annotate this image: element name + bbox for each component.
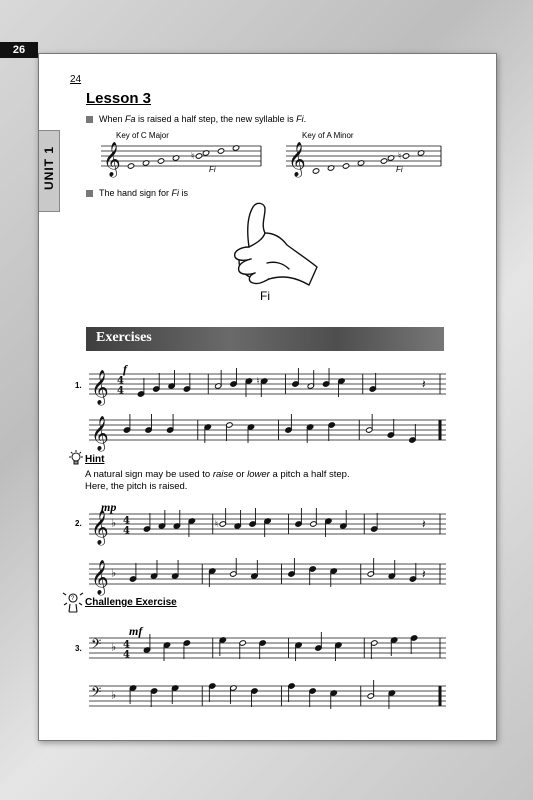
- note-head: [127, 163, 134, 169]
- exercise-3-number: 3.: [75, 644, 82, 653]
- time-signature-top: 4: [123, 639, 130, 651]
- exercise-2-staff-1: [89, 508, 446, 545]
- key-c-major-staff: [101, 140, 266, 177]
- unit-tab-label: UNIT 1: [42, 146, 56, 191]
- exercise-3-dynamic: mf: [129, 624, 143, 638]
- exercises-banner: [86, 327, 444, 351]
- treble-clef-icon: 𝄞: [91, 370, 109, 405]
- treble-clef-icon: 𝄞: [103, 142, 121, 177]
- note-head: [195, 153, 202, 159]
- treble-clef-icon: 𝄞: [91, 510, 109, 545]
- bass-clef-icon: 𝄢: [91, 684, 102, 703]
- natural-sign-icon: ♮: [191, 151, 195, 162]
- quarter-rest-icon: 𝄽: [422, 517, 426, 531]
- exercise-1-number: 1.: [75, 381, 82, 390]
- bass-clef-icon: 𝄢: [91, 636, 102, 655]
- note-head: [217, 148, 224, 154]
- challenge-title: Challenge Exercise: [85, 597, 177, 608]
- fi-note-label-minor: Fi: [396, 165, 403, 174]
- svg-text:?: ?: [71, 596, 75, 602]
- music-book-page: [38, 53, 497, 741]
- treble-clef-icon: 𝄞: [288, 142, 306, 177]
- time-signature-bottom: 4: [117, 385, 124, 397]
- page-number: 24: [70, 74, 82, 85]
- note-head: [157, 158, 164, 164]
- flat-icon: ♭: [111, 516, 117, 530]
- time-signature-top: 4: [117, 375, 124, 387]
- intro-bullet: When Fa is raised a half step, the new syllable is Fi.: [86, 114, 306, 124]
- exercise-2-number: 2.: [75, 519, 82, 528]
- hand-sign-caption: Fi: [260, 289, 270, 303]
- thumbs-up-hand-icon: [221, 199, 321, 289]
- exercise-1-dynamic: f: [123, 362, 127, 376]
- exercise-1-staff-1: [89, 368, 446, 405]
- key-a-minor-staff: [286, 140, 446, 177]
- hint-text: A natural sign may be used to raise or lower a pitch a half step. Here, the pitch is raised.: [85, 469, 350, 492]
- time-signature-top: 4: [123, 515, 130, 527]
- outer-page-number: 26: [0, 42, 38, 58]
- lightbulb-icon: [67, 449, 85, 467]
- challenge-figure-icon: [61, 592, 85, 614]
- quarter-rest-icon: 𝄽: [422, 567, 426, 581]
- time-signature-bottom: 4: [123, 525, 130, 537]
- exercise-1-staff-2: [89, 414, 446, 451]
- bullet-square-icon: [86, 116, 93, 123]
- exercise-3-staff-2: [89, 680, 446, 712]
- bullet-square-icon: [86, 190, 93, 197]
- treble-clef-icon: 𝄞: [91, 416, 109, 451]
- exercises-title: Exercises: [96, 330, 152, 345]
- flat-icon: ♭: [111, 566, 117, 580]
- note-head: [342, 163, 349, 169]
- exercise-3-staff-1: [89, 632, 446, 664]
- flat-icon: ♭: [111, 640, 117, 654]
- quarter-rest-icon: 𝄽: [422, 377, 426, 391]
- exercise-2-staff-2: [89, 558, 446, 595]
- key-c-major-label: Key of C Major: [116, 131, 169, 140]
- exercise-2-dynamic: mp: [101, 500, 117, 514]
- natural-sign-icon: ♮: [256, 376, 260, 387]
- key-a-minor-label: Key of A Minor: [302, 131, 354, 140]
- hint-title: Hint: [85, 454, 105, 465]
- note-head: [380, 158, 387, 164]
- natural-sign-icon: ♮: [398, 151, 402, 162]
- lesson-title: Lesson 3: [86, 90, 152, 107]
- hand-sign-bullet: The hand sign for Fi is: [86, 188, 188, 198]
- natural-sign-icon: ♮: [214, 519, 219, 530]
- note-head: [312, 168, 319, 174]
- time-signature-bottom: 4: [123, 649, 130, 661]
- note-head: [402, 153, 409, 159]
- flat-icon: ♭: [111, 688, 117, 702]
- treble-clef-icon: 𝄞: [91, 560, 109, 595]
- fi-note-label: Fi: [209, 165, 216, 174]
- unit-tab: [39, 130, 60, 212]
